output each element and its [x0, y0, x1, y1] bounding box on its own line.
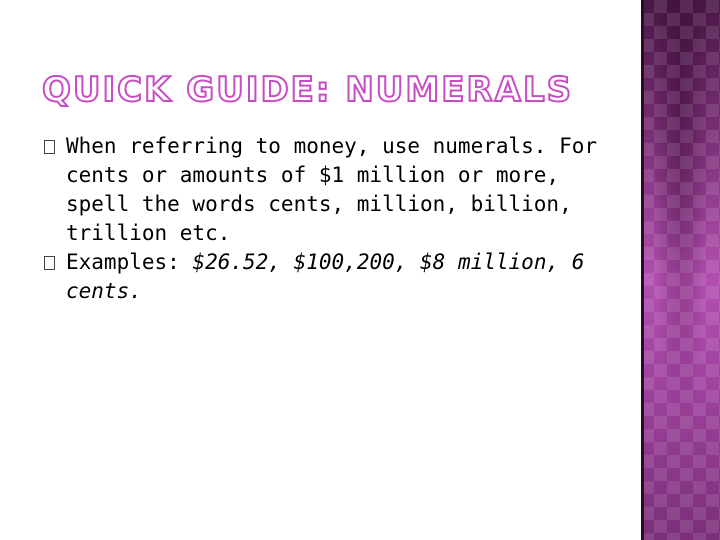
bullet-item-money-rule	[44, 132, 624, 248]
slide-title: QUICK GUIDE: NUMERALS	[42, 70, 574, 110]
examples-values: $26.52, $100,200, $8 million, 6 cents.	[66, 250, 585, 303]
bullet-item-examples	[44, 248, 624, 306]
hollow-square-bullet-icon	[44, 140, 55, 154]
hollow-square-bullet-icon	[44, 256, 55, 270]
side-panel-edge	[641, 0, 644, 540]
examples-label: Examples:	[66, 250, 180, 274]
bullet-list	[44, 132, 624, 306]
bullet-text: When referring to money, use numerals. For cents or amounts of $1 million or more, spell the words cents, million, billion, trillion etc.	[66, 134, 598, 245]
diamond-pattern	[641, 0, 720, 540]
decorative-side-panel	[641, 0, 720, 540]
